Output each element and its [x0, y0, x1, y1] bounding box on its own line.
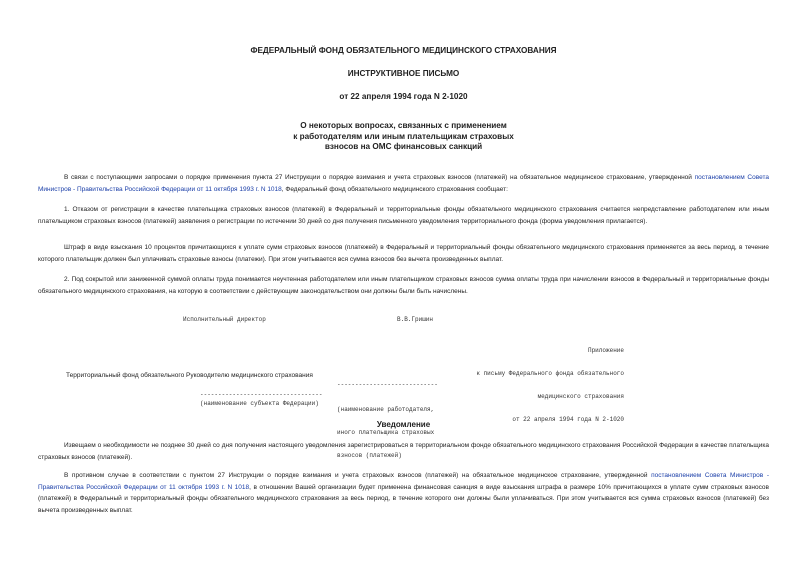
intro-paragraph: В связи с поступающими запросами о порядке применения пункта 27 Инструкции о порядке взимания и учета страховых взносов (платежей) на обязательное медицинское страхование, утвержденной постановлением Совета Министров - Правительства Российской Федерации от 11 октября 1993 г. N 1018, Федеральный фонд обязательного медицинского страхования сообщает:: [38, 174, 769, 193]
subject-caption: (наименование субъекта Федерации): [200, 400, 319, 407]
notice-paragraph-2: В противном случае в соответствии с пунктом 27 Инструкции о порядке взимания и учета страховых взносов (платежей) на обязательное медицинское страхование, утвержденной постановлением Совета Министров - Правительства Российской Федерации от 11 октября 1993 г. N 1018, в отношении Вашей организации будет применена финансовая санкция в виде взыскания штрафа в размере 10% причитающихся в уплате сумм страховых взносов (платежей) в Федеральный и территориальный фонды обязательного медицинского страхования за весь период, в течение которого они должны были уплачиваться. При этом учитывается вся сумма страховых взносов (платежей) без вычета произведенных выплат.: [38, 472, 770, 514]
decree-link[interactable]: постановлением Совета Министров - Правительства Российской Федерации от 11 октября 1993 г. N 1018: [38, 174, 769, 193]
notice-title: Уведомление: [376, 420, 431, 429]
paragraph-fine: Штраф в виде взыскания 10 процентов причитающихся к уплате сумм страховых взносов (платежей) в Федеральный и территориальный фонды обязательного медицинского страхования применяется за весь период, в течение которого плательщик должен был уплачивать страховые взносы (платежи). При этом учитывается вся сумма взносов без вычета произведенных выплат.: [38, 244, 769, 263]
title-line: О некоторых вопросах, связанных с применением: [300, 121, 507, 130]
doc-date: от 22 апреля 1994 года N 2-1020: [339, 92, 468, 101]
paragraph-1: 1. Отказом от регистрации в качестве плательщика страховых взносов (платежей) в Федеральный и территориальные фонды обязательного медицинского страхования считается непредставление работодателем или иным плательщиком страховых взносов (платежей) заявления о регистрации по истечении 30 дней со дня получения письменного уведомления территориального фонда (форма уведомления прилагается).: [38, 206, 769, 225]
form-rule-right: ----------------------------: [337, 381, 438, 388]
title-line: к работодателям или иным плательщикам страховых: [293, 131, 514, 141]
form-fund-line: Территориальный фонд обязательного Руководителю медицинского страхования: [66, 372, 313, 379]
org-name: ФЕДЕРАЛЬНЫЙ ФОНД ОБЯЗАТЕЛЬНОГО МЕДИЦИНСКОГО СТРАХОВАНИЯ: [250, 46, 557, 55]
notice-paragraph-1: Извещаем о необходимости не позднее 30 дней со дня получения настоящего уведомления зарегистрироваться в территориальном фонде обязательного медицинского страхования Российской Федерации в качестве плательщика страховых взносов (платежей).: [38, 442, 769, 461]
paragraph-2: 2. Под сокрытой или заниженной суммой оплаты труда понимается неучтенная работодателем или иным плательщиком страховых взносов сумма оплаты труда при начислении взносов в Федеральный и территориальные фонды обязательного медицинского страхования, на которую в соответствии с действующим законодательством они должны были быть начислены.: [38, 276, 769, 295]
employer-caption: (наименование работодателя, иного плательщика страховых взносов (платежей): [337, 406, 435, 459]
decree-link[interactable]: постановлением Совета Министров - Правительства Российской Федерации от 11 октября 1993 г. N 1018: [38, 472, 769, 491]
appendix-block: Приложение к письму Федерального фонда обязательного медицинского страхования от 22 апреля 1994 года N 2-1020: [476, 347, 624, 423]
title-line: взносов на ОМС финансовых санкций: [324, 142, 483, 151]
signature-role: Исполнительный директор: [183, 316, 266, 323]
doc-type: ИНСТРУКТИВНОЕ ПИСЬМО: [347, 69, 460, 78]
form-rule-left: ----------------------------------: [200, 391, 323, 398]
doc-title: [0, 121, 807, 153]
signature-name: В.В.Гришин: [397, 316, 434, 323]
